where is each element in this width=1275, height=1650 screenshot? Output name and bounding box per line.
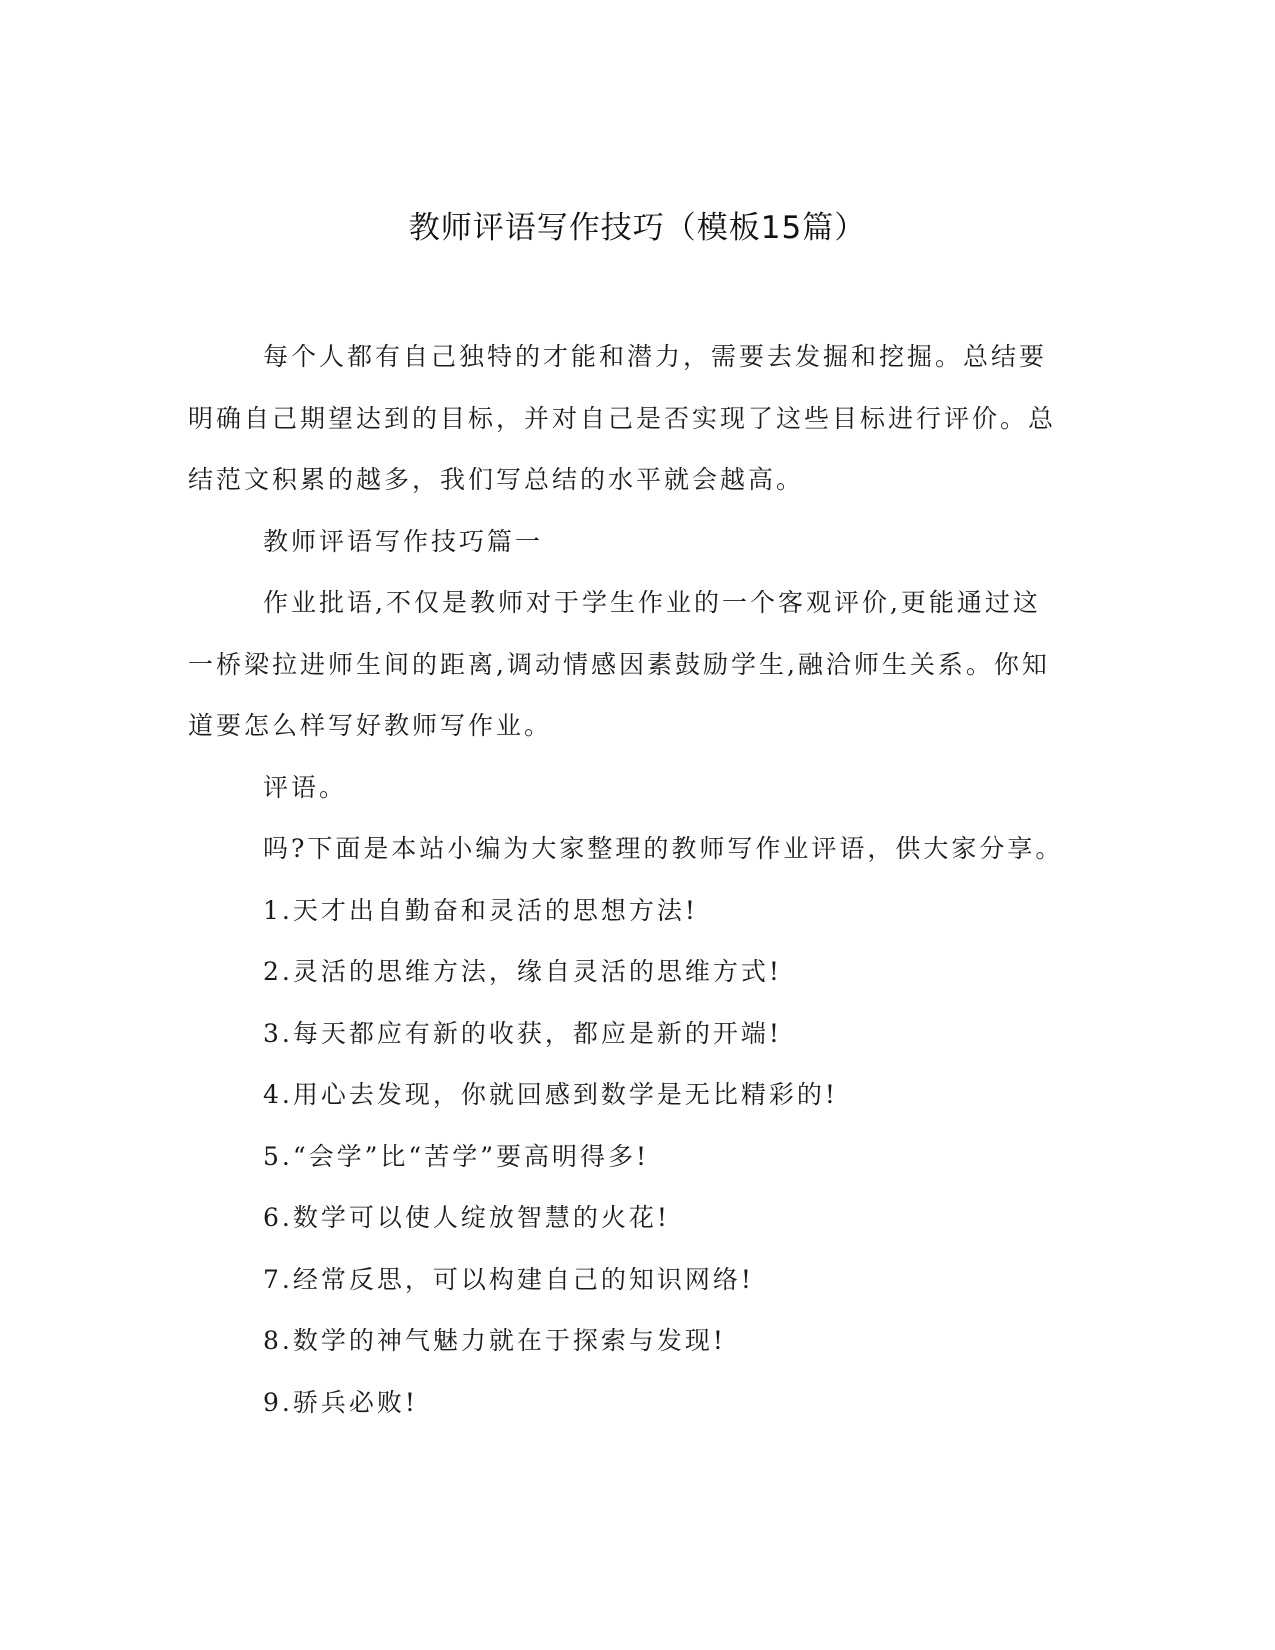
list-item: 2.灵活的思维方法，缘自灵活的思维方式! xyxy=(263,957,782,986)
list-item: 3.每天都应有新的收获，都应是新的开端! xyxy=(263,1018,782,1048)
list-item: 9.骄兵必败! xyxy=(263,1387,418,1417)
intro-paragraph: 每个人都有自己独特的才能和潜力，需要去发掘和挖掘。总结要明确自己期望达到的目标，并对自己是否实现了这些目标进行评价。总结范文积累的越多，我们写总结的水平就会越高。 xyxy=(188,342,1057,494)
document-body xyxy=(188,326,1068,1433)
paragraph: 作业批语,不仅是教师对于学生作业的一个客观评价,更能通过这一桥梁拉进师生间的距离,调动情感因素鼓励学生,融洽师生关系。你知道要怎么样写好教师写作业。 xyxy=(188,588,1050,740)
section-heading: 教师评语写作技巧篇一 xyxy=(263,526,544,556)
document-title: 教师评语写作技巧（模板15篇） xyxy=(408,210,867,246)
paragraph: 评语。 xyxy=(263,772,348,802)
list-item: 5.“会学”比“苦学”要高明得多! xyxy=(263,1141,650,1171)
list-item: 1.天才出自勤奋和灵活的思想方法! xyxy=(263,895,698,925)
paragraph: 吗?下面是本站小编为大家整理的教师写作业评语，供大家分享。 xyxy=(263,834,1064,863)
list-item: 6.数学可以使人绽放智慧的火花! xyxy=(263,1203,670,1232)
list-item: 4.用心去发现，你就回感到数学是无比精彩的! xyxy=(263,1080,838,1109)
list-item: 7.经常反思，可以构建自己的知识网络! xyxy=(263,1264,754,1294)
list-item: 8.数学的神气魅力就在于探索与发现! xyxy=(263,1326,726,1355)
